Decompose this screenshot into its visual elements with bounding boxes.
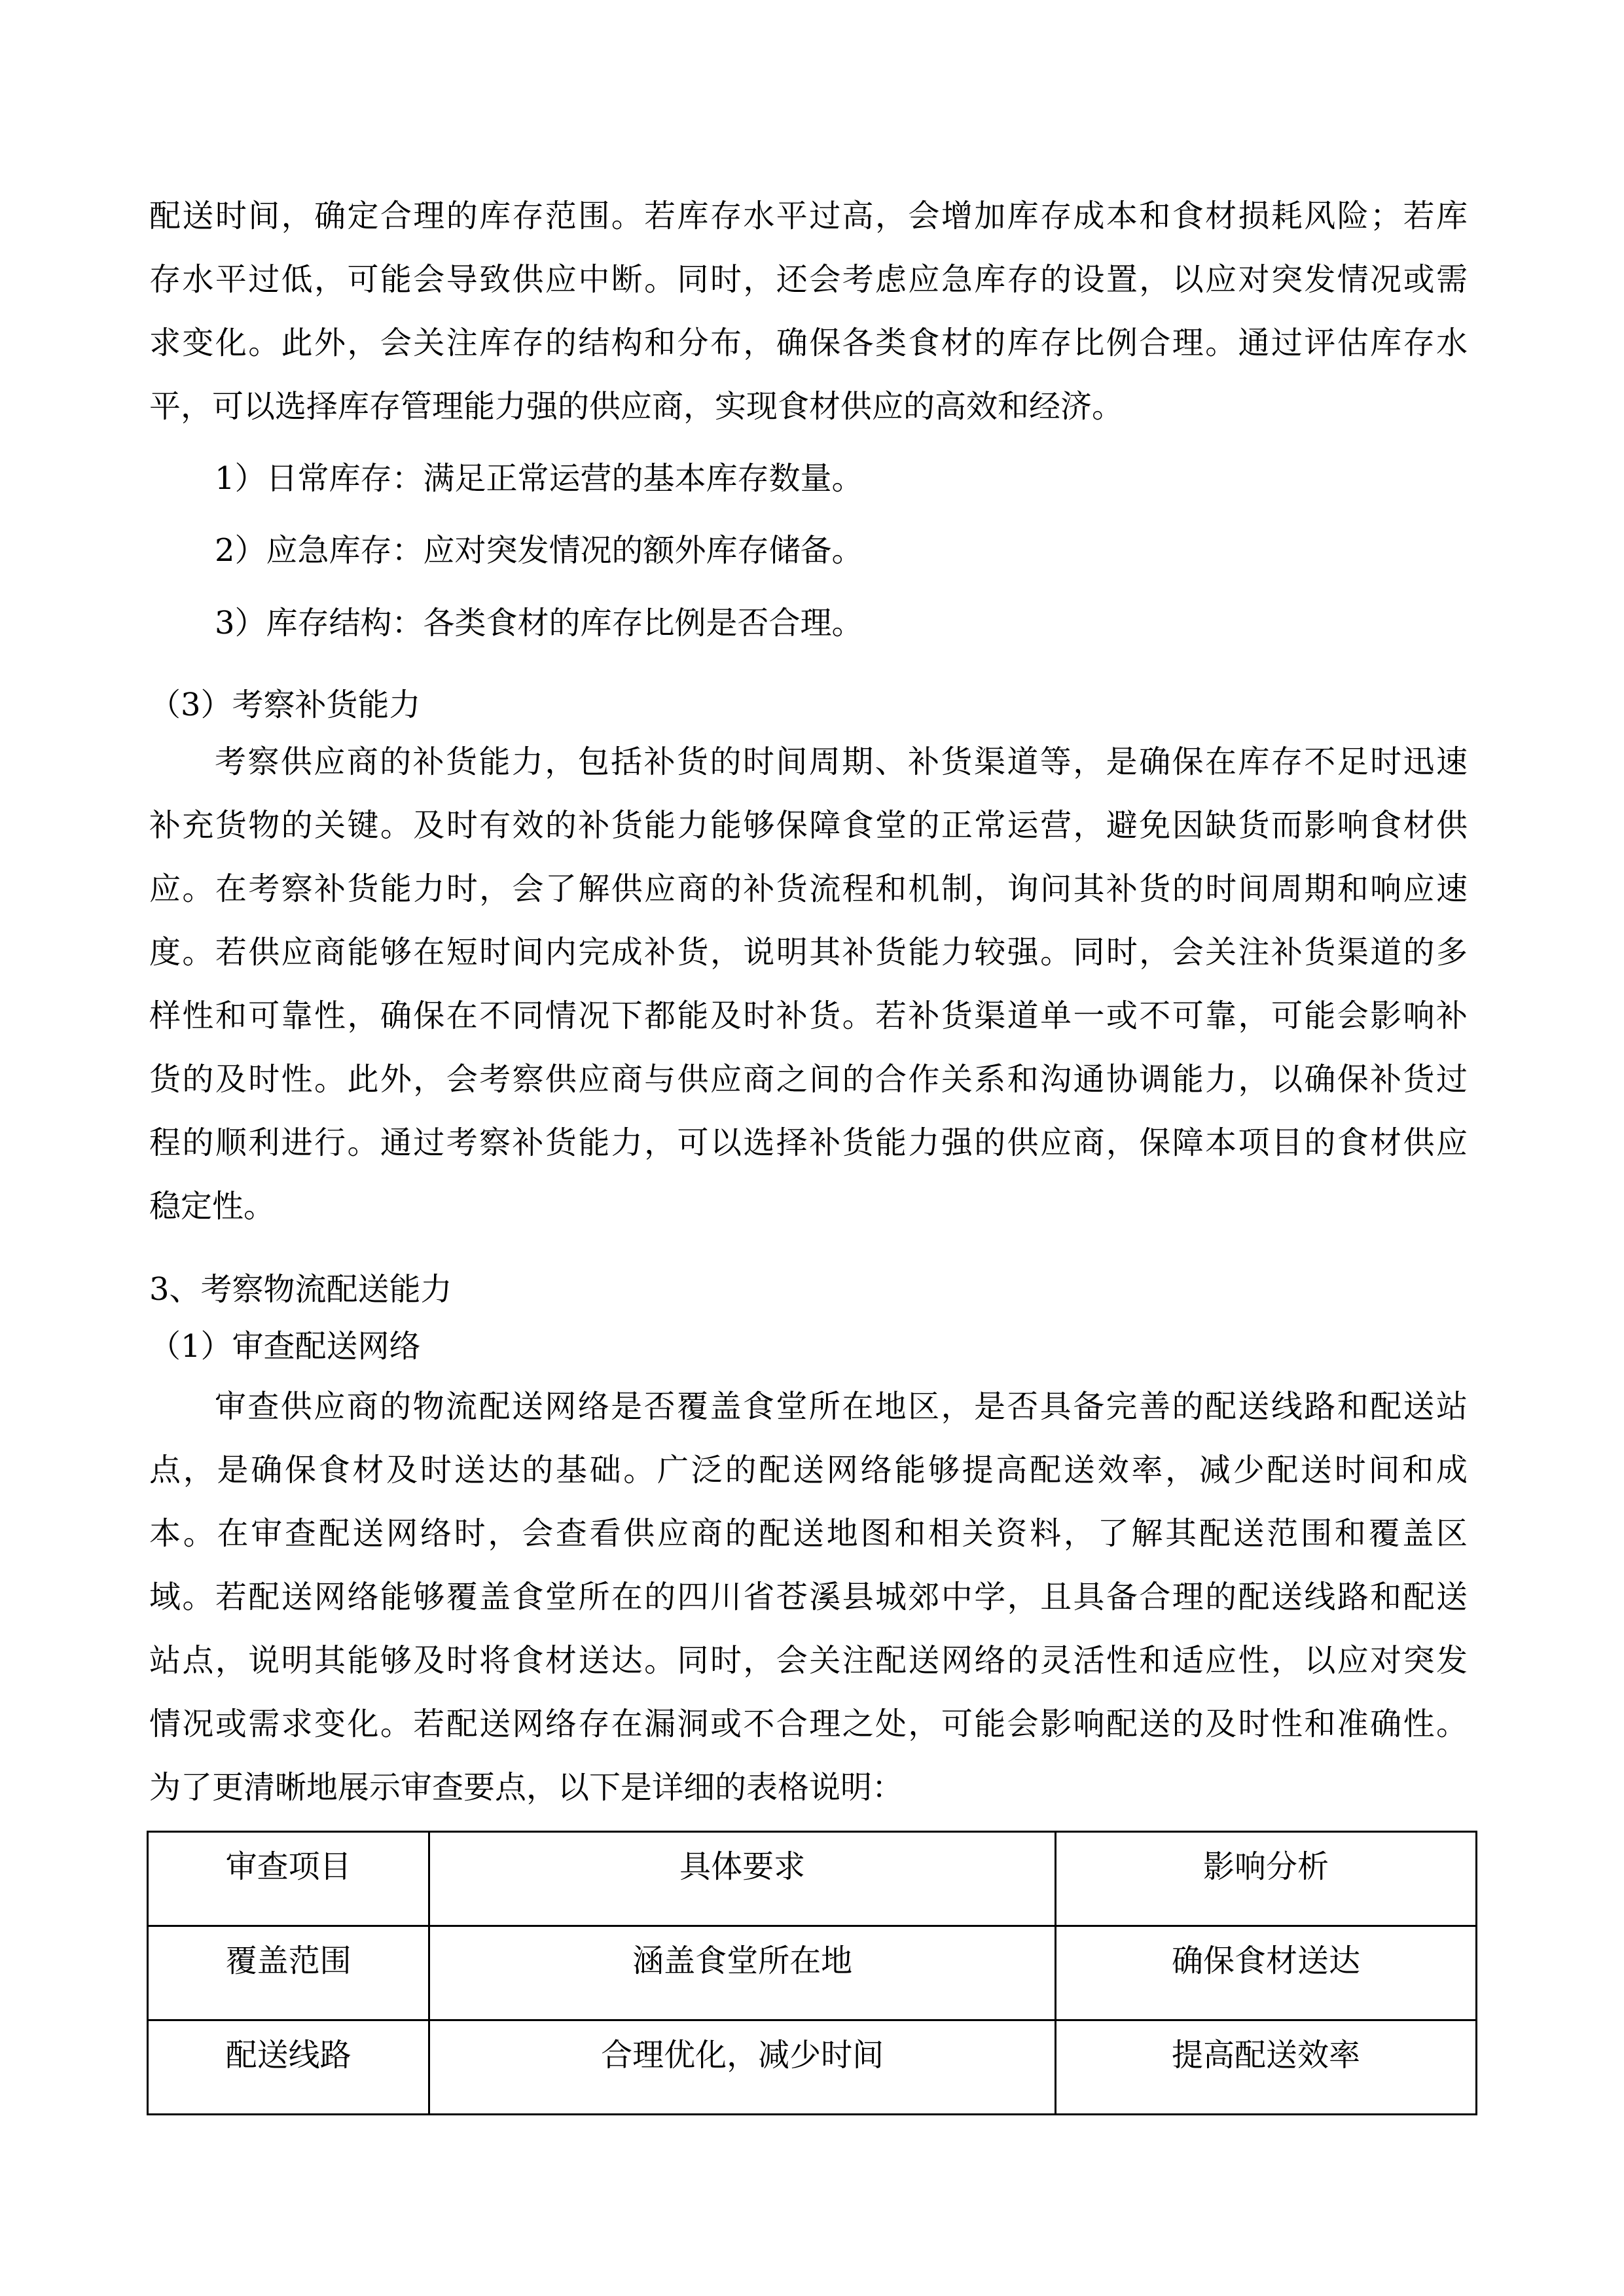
list-item-daily-stock: 1）日常库存：满足正常运营的基本库存数量。 [215,460,863,497]
paragraph-line: 补充货物的关键。及时有效的补货能力能够保障食堂的正常运营，避免因缺货而影响食材供 [149,807,1468,844]
paragraph-line: 程的顺利进行。通过考察补货能力，可以选择补货能力强的供应商，保障本项目的食材供应 [149,1124,1468,1161]
paragraph-line: 情况或需求变化。若配送网络存在漏洞或不合理之处，可能会影响配送的及时性和准确性。 [149,1706,1468,1742]
table-cell: 配送线路 [148,2020,429,2115]
paragraph-line: 为了更清晰地展示审查要点，以下是详细的表格说明： [149,1769,904,1806]
paragraph-line: 本。在审查配送网络时，会查看供应商的配送地图和相关资料，了解其配送范围和覆盖区 [149,1515,1468,1552]
paragraph-line: 点，是确保食材及时送达的基础。广泛的配送网络能够提高配送效率，减少配送时间和成 [149,1452,1468,1488]
section-heading-logistics: 3、考察物流配送能力 [149,1271,452,1308]
table-header-row [148,1832,1477,1926]
paragraph-line: 平，可以选择库存管理能力强的供应商，实现食材供应的高效和经济。 [149,388,1124,425]
table-row [148,1926,1477,2020]
paragraph-line: 度。若供应商能够在短时间内完成补货，说明其补货能力较强。同时，会关注补货渠道的多 [149,934,1468,971]
table-cell: 涵盖食堂所在地 [429,1926,1056,2020]
paragraph-line: 存水平过低，可能会导致供应中断。同时，还会考虑应急库存的设置，以应对突发情况或需 [149,261,1468,298]
table-cell: 提高配送效率 [1055,2020,1476,2115]
table-cell: 合理优化，减少时间 [429,2020,1056,2115]
table-header-cell: 审查项目 [148,1832,429,1926]
list-item-emergency-stock: 2）应急库存：应对突发情况的额外库存储备。 [215,532,863,569]
paragraph-line: 求变化。此外，会关注库存的结构和分布，确保各类食材的库存比例合理。通过评估库存水 [149,325,1468,361]
review-table [147,1831,1477,2115]
table-row [148,2020,1477,2115]
paragraph-line: 站点，说明其能够及时将食材送达。同时，会关注配送网络的灵活性和适应性，以应对突发 [149,1642,1468,1679]
table-cell: 覆盖范围 [148,1926,429,2020]
paragraph-line: 考察供应商的补货能力，包括补货的时间周期、补货渠道等，是确保在库存不足时迅速 [215,744,1468,780]
paragraph-line: 配送时间，确定合理的库存范围。若库存水平过高，会增加库存成本和食材损耗风险；若库 [149,198,1468,234]
paragraph-line: 货的及时性。此外，会考察供应商与供应商之间的合作关系和沟通协调能力，以确保补货过 [149,1061,1468,1098]
subsection-heading-network: （1）审查配送网络 [149,1328,421,1365]
table-cell: 确保食材送达 [1055,1926,1476,2020]
paragraph-line: 应。在考察补货能力时，会了解供应商的补货流程和机制，询问其补货的时间周期和响应速 [149,870,1468,907]
paragraph-line: 域。若配送网络能够覆盖食堂所在的四川省苍溪县城郊中学，且具备合理的配送线路和配送 [149,1579,1468,1615]
paragraph-line: 稳定性。 [149,1188,276,1225]
list-item-stock-structure: 3）库存结构：各类食材的库存比例是否合理。 [215,605,863,641]
table-header-cell: 影响分析 [1055,1832,1476,1926]
subsection-heading-replenishment: （3）考察补货能力 [149,687,421,723]
paragraph-line: 审查供应商的物流配送网络是否覆盖食堂所在地区，是否具备完善的配送线路和配送站 [215,1388,1468,1425]
table-header-cell: 具体要求 [429,1832,1056,1926]
paragraph-line: 样性和可靠性，确保在不同情况下都能及时补货。若补货渠道单一或不可靠，可能会影响补 [149,997,1468,1034]
